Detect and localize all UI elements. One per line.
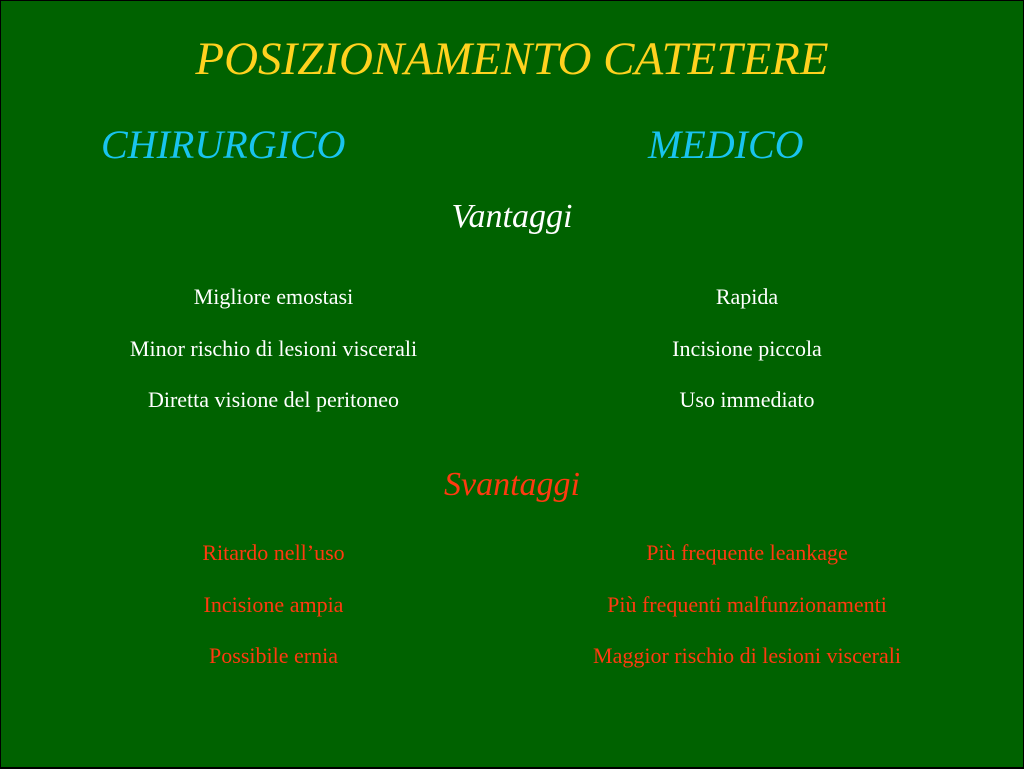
- svantaggi-medico-list: [531, 539, 963, 694]
- slide: [1, 1, 1023, 767]
- vantaggi-medico-list: [531, 283, 963, 438]
- list-item: Più frequenti malfunzionamenti: [607, 591, 887, 617]
- list-item: Minor rischio di lesioni viscerali: [129, 335, 418, 361]
- list-item: Migliore emostasi: [193, 284, 354, 309]
- list-item: Più frequente leankage: [646, 540, 848, 565]
- list-item: Uso immediato: [679, 387, 815, 412]
- column-heading-medico: MEDICO: [648, 122, 804, 167]
- list-item: Incisione piccola: [672, 335, 822, 361]
- list-item: Rapida: [715, 284, 779, 309]
- list-item: Possibile ernia: [209, 643, 338, 668]
- column-heading-chirurgico: CHIRURGICO: [101, 122, 346, 167]
- list-item: Maggior rischio di lesioni viscerali: [593, 643, 901, 668]
- list-item: Incisione ampia: [203, 591, 344, 617]
- vantaggi-chirurgico-list: [61, 283, 486, 438]
- list-item: Ritardo nell’uso: [202, 540, 345, 565]
- list-item: Diretta visione del peritoneo: [147, 387, 400, 412]
- vantaggi-heading: Vantaggi: [451, 198, 573, 235]
- slide-title: POSIZIONAMENTO CATETERE: [195, 33, 829, 85]
- svantaggi-chirurgico-list: [61, 539, 486, 694]
- svantaggi-heading: Svantaggi: [444, 466, 580, 503]
